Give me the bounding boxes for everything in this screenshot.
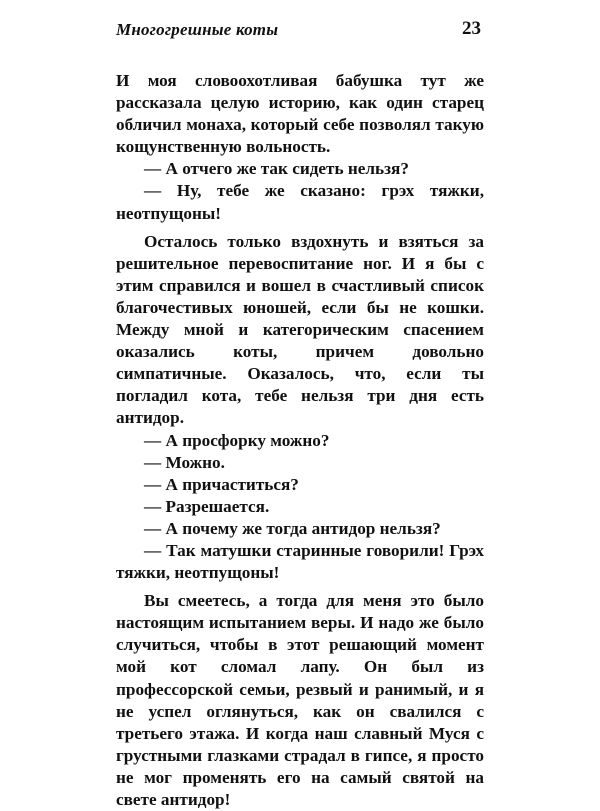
- paragraph-2: Осталось только вздохнуть и взяться за решительное перевоспитание ног. И я бы с этим справился и вошел в счастливый список благочестивых юношей, если бы не кошки. Между мной и категорическим спасением оказались коты, причем довольно симпатичные. Оказалось, что, если ты погладил кота, тебе нельзя три дня есть антидор.: [116, 231, 484, 428]
- dialogue-line-6: — Разрешается.: [144, 496, 270, 516]
- paragraph-1: И моя словоохотливая бабушка тут же рассказала целую историю, как один старец обличил монаха, который себе позволял такую кощунственную вольность.: [116, 71, 484, 157]
- dialogue-line-7: — А почему же тогда антидор нельзя?: [144, 518, 441, 538]
- dialogue-line-2: — Ну, тебе же сказано: грэх тяжки, неотпущоны!: [116, 181, 484, 223]
- dialogue-line-5: — А причаститься?: [144, 474, 299, 494]
- dialogue-line-1: — А отчего же так сидеть нельзя?: [144, 159, 409, 179]
- dialogue-line-8: — Так матушки старинные говорили! Грэх тяжки, неотпущоны!: [116, 540, 484, 583]
- dialogue-line-4: — Можно.: [144, 452, 225, 472]
- running-title: Многогрешные коты: [116, 20, 279, 39]
- paragraph-3: Вы смеетесь, а тогда для меня это было настоящим испытанием веры. И надо же было случиться, чтобы в этот решающий момент мой кот сломал лапу. Он был из профессорской семьи, резвый и ранимый, и я не успел оглянуться, как он свалился с третьего этажа. И когда наш славный Муся с грустными глазками страдал в гипсе, я просто не мог променять его на самый святой на свете антидор!: [116, 591, 484, 809]
- body-text: [116, 70, 484, 811]
- page-number: 23: [462, 18, 481, 39]
- dialogue-line-3: — А просфорку можно?: [144, 430, 330, 450]
